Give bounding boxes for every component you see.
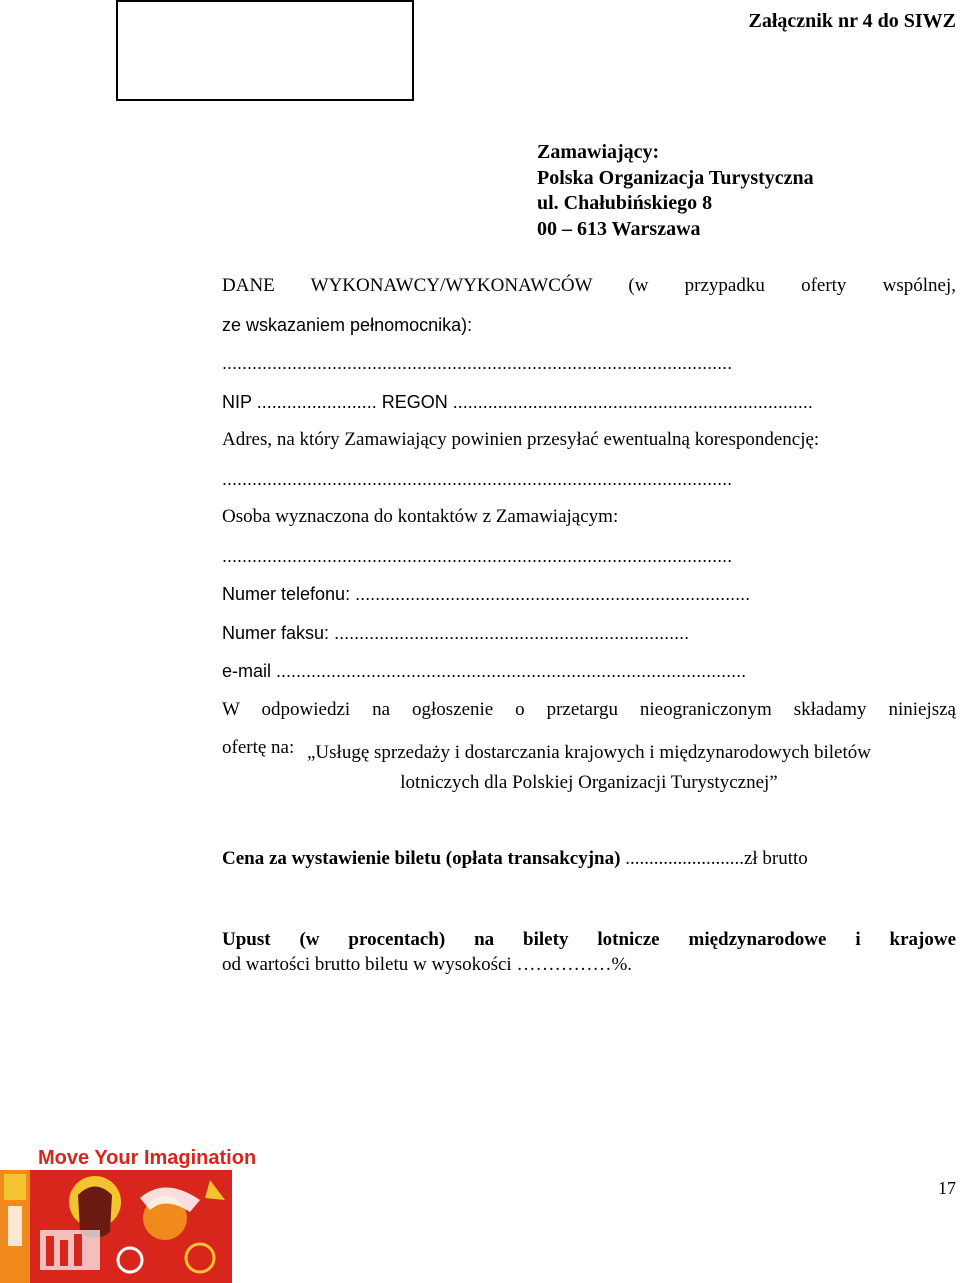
fax-field[interactable]: ....................................................................... bbox=[334, 622, 690, 643]
email-field[interactable]: .............................................................................................. bbox=[276, 661, 747, 681]
nip-label: NIP bbox=[222, 391, 252, 412]
contracting-authority-label: Zamawiający: bbox=[537, 141, 660, 163]
offer-text-line1: W odpowiedzi na ogłoszenie o przetargu nieograniczonym składamy niniejszą bbox=[222, 698, 956, 720]
email-label: e-mail bbox=[222, 661, 272, 681]
regon-label: REGON bbox=[381, 391, 448, 412]
ticket-price-row bbox=[222, 848, 808, 870]
fax-row bbox=[222, 614, 956, 653]
move-your-imagination-logo bbox=[0, 1140, 257, 1283]
tender-subject-line1: „Usługę sprzedaży i dostarczania krajowych i międzynarodowych biletów bbox=[307, 742, 871, 763]
phone-row bbox=[222, 575, 956, 614]
tender-subject-line2: lotniczych dla Polskiej Organizacji Turystycznej” bbox=[400, 772, 778, 793]
contracting-authority bbox=[537, 140, 814, 242]
contractor-name-field[interactable]: ...................................................................................................... bbox=[222, 353, 733, 373]
offer-text-line2: ofertę na: bbox=[222, 737, 295, 758]
discount-value-line[interactable]: od wartości brutto biletu w wysokości ……………%. bbox=[222, 954, 633, 975]
address-field[interactable]: ...................................................................................................... bbox=[222, 468, 733, 489]
address-label: Adres, na który Zamawiający powinien przesyłać ewentualną korespondencję: bbox=[222, 429, 820, 450]
page-number: 17 bbox=[938, 1178, 956, 1198]
ticket-price-label: Cena za wystawienie biletu (opłata transakcyjna) bbox=[222, 848, 621, 869]
phone-field[interactable]: ............................................................................... bbox=[355, 584, 751, 604]
annex-title: Załącznik nr 4 do SIWZ bbox=[748, 10, 956, 32]
contractor-intro-line2: ze wskazaniem pełnomocnika): bbox=[222, 314, 473, 335]
discount-label: Upust (w procentach) na bilety lotnicze międzynarodowe i krajowe bbox=[222, 929, 956, 950]
contractor-form bbox=[222, 267, 956, 768]
contact-person-field[interactable]: ...................................................................................................... bbox=[222, 545, 733, 566]
email-row bbox=[222, 652, 956, 691]
contact-person-label: Osoba wyznaczona do kontaktów z Zamawiającym: bbox=[222, 506, 619, 527]
contracting-authority-city: 00 – 613 Warszawa bbox=[537, 217, 701, 240]
nip-field[interactable]: ........................ bbox=[256, 391, 377, 412]
phone-label: Numer telefonu: bbox=[222, 584, 351, 604]
fax-label: Numer faksu: bbox=[222, 622, 330, 643]
contracting-authority-street: ul. Chałubińskiego 8 bbox=[537, 192, 713, 214]
logo-text: Move Your Imagination bbox=[38, 1147, 257, 1169]
contracting-authority-name: Polska Organizacja Turystyczna bbox=[537, 166, 814, 189]
ticket-price-field[interactable]: .........................zł brutto bbox=[620, 848, 808, 869]
discount-section bbox=[222, 927, 956, 977]
regon-field[interactable]: ........................................................................ bbox=[452, 391, 813, 412]
contractor-intro-line1: DANE WYKONAWCY/WYKONAWCÓW (w przypadku oferty wspólnej, bbox=[222, 275, 956, 296]
tender-subject bbox=[222, 738, 956, 798]
company-stamp-box bbox=[116, 0, 414, 101]
nip-regon-row bbox=[222, 383, 956, 422]
